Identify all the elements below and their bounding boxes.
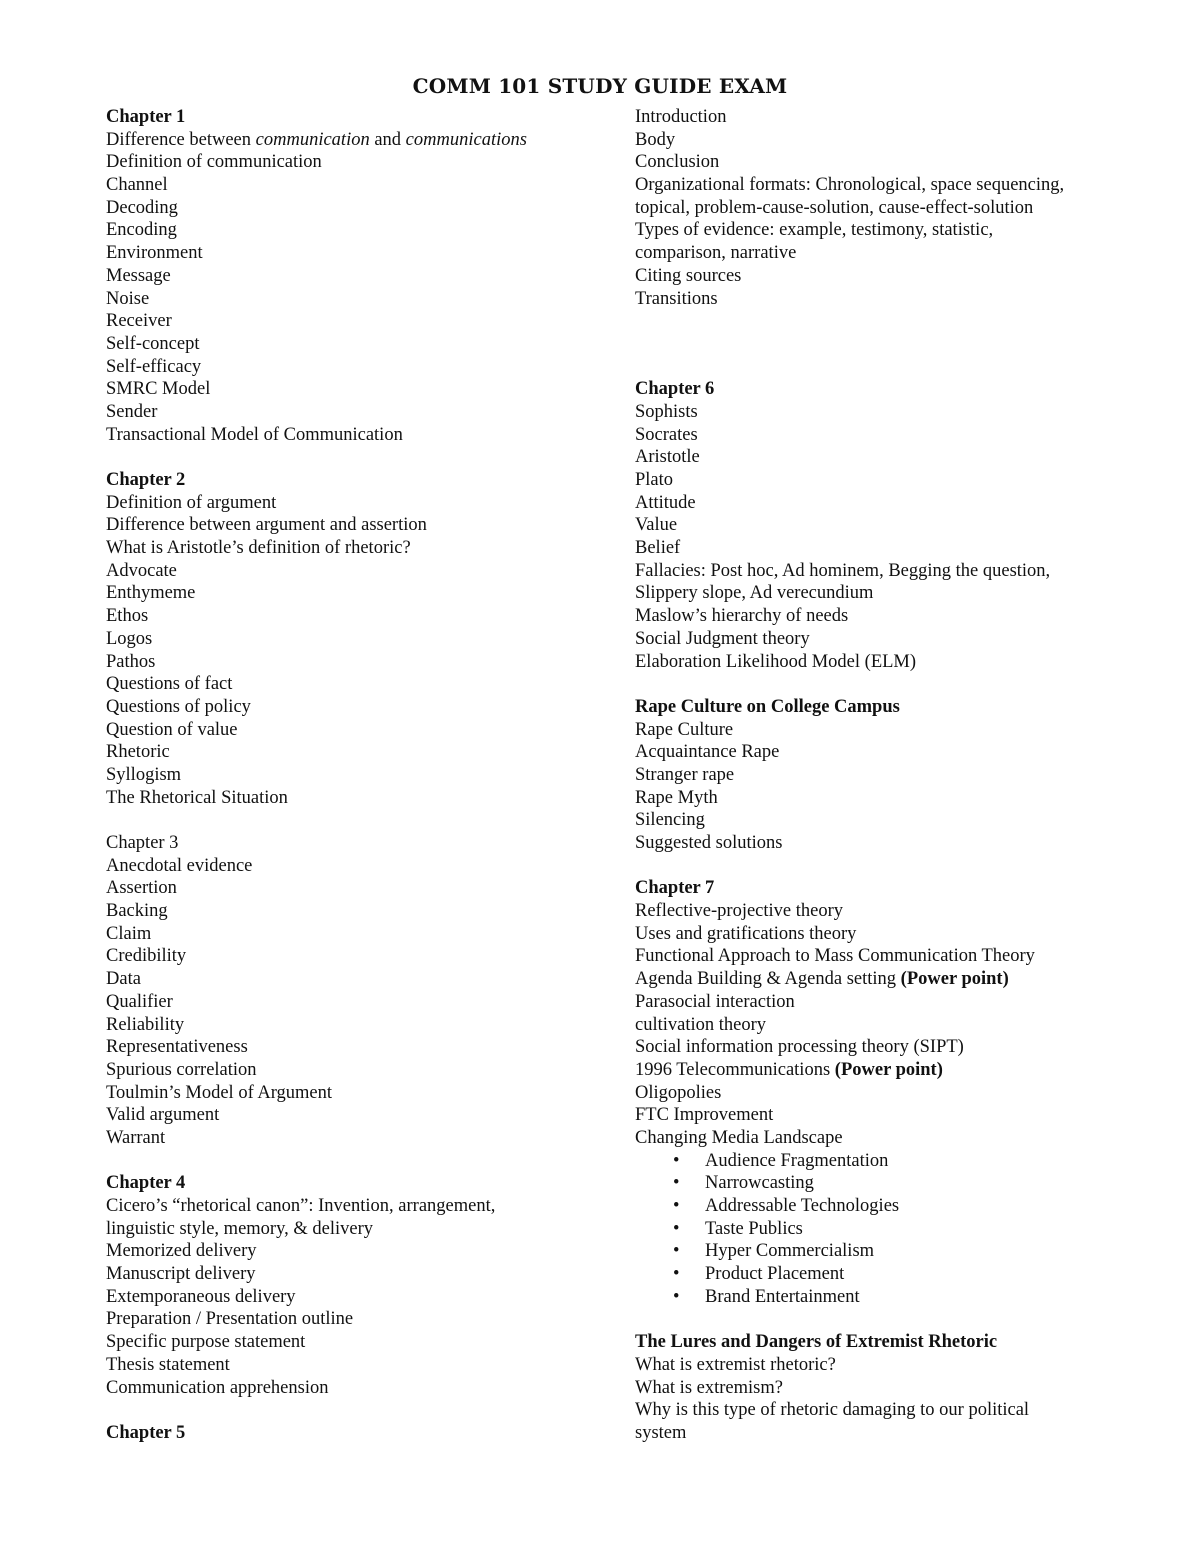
- list-item: Decoding: [106, 197, 178, 218]
- bullet-text: Addressable Technologies: [705, 1196, 900, 1216]
- list-item: Reflective-projective theory: [635, 901, 844, 922]
- bullet-text: Product Placement: [705, 1264, 845, 1285]
- left-column: [106, 106, 606, 1445]
- list-item: Questions of policy: [106, 696, 251, 717]
- list-item: Aristotle: [635, 447, 700, 468]
- list-item: Receiver: [106, 311, 172, 332]
- bullet-icon: •: [673, 1264, 680, 1285]
- list-item: Preparation / Presentation outline: [106, 1309, 354, 1330]
- list-item: Self-efficacy: [106, 356, 202, 377]
- list-item: Memorized delivery: [106, 1241, 257, 1262]
- page-title: COMM 101 STUDY GUIDE EXAM: [412, 74, 788, 98]
- difference-prefix: Difference between: [106, 129, 256, 150]
- communications-term: communications: [405, 129, 527, 150]
- list-item: Pathos: [106, 651, 156, 672]
- list-item: Cicero’s “rhetorical canon”: Invention, arrangement,: [106, 1196, 496, 1216]
- list-item: Social information processing theory (SIPT): [635, 1037, 964, 1058]
- list-item: Changing Media Landscape: [635, 1127, 843, 1148]
- chapter-3-heading: Chapter 3: [106, 833, 179, 853]
- list-item: Difference between argument and assertion: [106, 515, 427, 536]
- list-item: Extemporaneous delivery: [106, 1286, 296, 1307]
- list-item: Transactional Model of Communication: [106, 424, 403, 445]
- list-item: Enthymeme: [106, 583, 196, 604]
- list-item: Self-concept: [106, 333, 200, 354]
- list-item: Claim: [106, 923, 152, 944]
- spacer: [106, 1150, 606, 1173]
- list-item: Fallacies: Post hoc, Ad hominem, Begging the question,: [635, 560, 1051, 581]
- list-item: Toulmin’s Model of Argument: [106, 1082, 333, 1103]
- list-item: Rhetoric: [106, 742, 170, 763]
- spacer: [635, 673, 1105, 696]
- power-point-note: (Power point): [900, 969, 1009, 990]
- bullet-item: [635, 1240, 1105, 1263]
- spacer: [635, 1308, 1105, 1331]
- list-item: Belief: [635, 538, 681, 559]
- list-item: Noise: [106, 288, 150, 309]
- rape-culture-heading: Rape Culture on College Campus: [635, 696, 900, 717]
- list-item: SMRC Model: [106, 379, 211, 400]
- list-item: Sender: [106, 401, 158, 422]
- list-item: Socrates: [635, 424, 698, 445]
- spacer: [106, 446, 606, 469]
- list-item: Assertion: [106, 878, 177, 899]
- bullet-text: Hyper Commercialism: [705, 1241, 875, 1262]
- list-item: Message: [106, 265, 171, 286]
- list-item: system: [635, 1422, 687, 1443]
- list-item: Definition of communication: [106, 152, 322, 173]
- list-item: The Rhetorical Situation: [106, 787, 288, 808]
- list-item: Credibility: [106, 946, 187, 967]
- list-item: Thesis statement: [106, 1354, 230, 1375]
- list-item: Social Judgment theory: [635, 628, 810, 649]
- extremist-rhetoric-heading: The Lures and Dangers of Extremist Rhetoric: [635, 1332, 998, 1353]
- list-item: Valid argument: [106, 1105, 220, 1126]
- spacer: [635, 855, 1105, 878]
- list-item: Questions of fact: [106, 674, 233, 695]
- power-point-note: (Power point): [834, 1059, 943, 1080]
- list-item: Warrant: [106, 1127, 166, 1148]
- spacer: [635, 333, 1105, 356]
- difference-and: and: [369, 129, 406, 150]
- bullet-icon: •: [673, 1218, 680, 1239]
- list-item: Conclusion: [635, 152, 720, 173]
- list-item: Attitude: [635, 492, 696, 513]
- chapter-1-heading: Chapter 1: [106, 107, 186, 127]
- bullet-text: Brand Entertainment: [705, 1286, 860, 1307]
- chapter-4-heading: Chapter 4: [106, 1173, 186, 1194]
- bullet-item: [635, 1286, 1105, 1309]
- chapter-2-heading: Chapter 2: [106, 470, 186, 490]
- list-item: comparison, narrative: [635, 243, 797, 264]
- list-item: Organizational formats: Chronological, space sequencing,: [635, 175, 1065, 196]
- list-item: Syllogism: [106, 764, 182, 785]
- list-item: Introduction: [635, 107, 727, 127]
- chapter-1-difference-item: [106, 129, 606, 152]
- list-item: Types of evidence: example, testimony, statistic,: [635, 220, 994, 241]
- list-item: Anecdotal evidence: [106, 855, 253, 876]
- list-item: Slippery slope, Ad verecundium: [635, 583, 874, 604]
- agenda-item: [635, 968, 1105, 991]
- chapter-6-heading: Chapter 6: [635, 379, 715, 400]
- chapter-5-heading: Chapter 5: [106, 1422, 186, 1443]
- right-column: [635, 106, 1105, 1445]
- list-item: Question of value: [106, 719, 238, 740]
- list-item: Advocate: [106, 560, 177, 581]
- bullet-text: Taste Publics: [705, 1218, 803, 1239]
- list-item: What is extremist rhetoric?: [635, 1354, 836, 1375]
- bullet-item: [635, 1195, 1105, 1218]
- telecom-item: [635, 1059, 1105, 1082]
- list-item: Elaboration Likelihood Model (ELM): [635, 651, 917, 672]
- media-landscape-bullets: [635, 1150, 1105, 1309]
- bullet-text: Audience Fragmentation: [705, 1150, 889, 1171]
- list-item: What is Aristotle’s definition of rhetoric?: [106, 538, 411, 559]
- list-item: linguistic style, memory, & delivery: [106, 1218, 374, 1239]
- bullet-icon: •: [673, 1150, 680, 1171]
- list-item: Plato: [635, 470, 674, 490]
- bullet-icon: •: [673, 1286, 680, 1307]
- bullet-item: [635, 1172, 1105, 1195]
- list-item: Spurious correlation: [106, 1059, 257, 1080]
- list-item: topical, problem-cause-solution, cause-effect-solution: [635, 197, 1034, 218]
- list-item: Functional Approach to Mass Communication Theory: [635, 946, 1035, 967]
- list-item: Citing sources: [635, 265, 742, 286]
- list-item: What is extremism?: [635, 1377, 783, 1398]
- list-item: Logos: [106, 628, 153, 649]
- spacer: [635, 356, 1105, 379]
- list-item: cultivation theory: [635, 1014, 767, 1035]
- list-item: Suggested solutions: [635, 833, 783, 853]
- bullet-text: Narrowcasting: [705, 1173, 814, 1194]
- list-item: Value: [635, 515, 678, 536]
- chapter-7-heading: Chapter 7: [635, 878, 715, 899]
- list-item: Definition of argument: [106, 492, 277, 513]
- list-item: Why is this type of rhetoric damaging to our political: [635, 1400, 1030, 1421]
- list-item: Backing: [106, 901, 168, 922]
- spacer: [106, 809, 606, 832]
- list-item: Silencing: [635, 810, 705, 831]
- bullet-item: [635, 1263, 1105, 1286]
- bullet-item: [635, 1150, 1105, 1173]
- bullet-icon: •: [673, 1196, 680, 1216]
- bullet-item: [635, 1218, 1105, 1241]
- list-item: Representativeness: [106, 1037, 248, 1058]
- list-item: Specific purpose statement: [106, 1332, 306, 1353]
- list-item: Sophists: [635, 401, 698, 422]
- list-item: Communication apprehension: [106, 1377, 329, 1398]
- list-item: Encoding: [106, 220, 177, 241]
- list-item: Ethos: [106, 606, 149, 627]
- list-item: Acquaintance Rape: [635, 742, 780, 763]
- list-item: Manuscript delivery: [106, 1264, 256, 1285]
- list-item: Oligopolies: [635, 1082, 722, 1103]
- telecom-text: 1996 Telecommunications: [635, 1059, 835, 1080]
- list-item: Body: [635, 129, 676, 150]
- bullet-icon: •: [673, 1173, 680, 1194]
- list-item: Data: [106, 969, 141, 990]
- list-item: Qualifier: [106, 991, 173, 1012]
- list-item: Reliability: [106, 1014, 185, 1035]
- list-item: Rape Culture: [635, 719, 734, 740]
- spacer: [635, 310, 1105, 333]
- list-item: Transitions: [635, 288, 718, 309]
- list-item: Environment: [106, 243, 203, 264]
- list-item: Uses and gratifications theory: [635, 923, 857, 944]
- bullet-icon: •: [673, 1241, 680, 1262]
- list-item: Rape Myth: [635, 787, 718, 808]
- list-item: Channel: [106, 175, 168, 196]
- list-item: FTC Improvement: [635, 1105, 774, 1126]
- spacer: [106, 1399, 606, 1422]
- list-item: Maslow’s hierarchy of needs: [635, 606, 849, 627]
- list-item: Stranger rape: [635, 764, 735, 785]
- communication-term: communication: [255, 129, 370, 150]
- agenda-text: Agenda Building & Agenda setting: [635, 969, 901, 990]
- list-item: Parasocial interaction: [635, 991, 795, 1012]
